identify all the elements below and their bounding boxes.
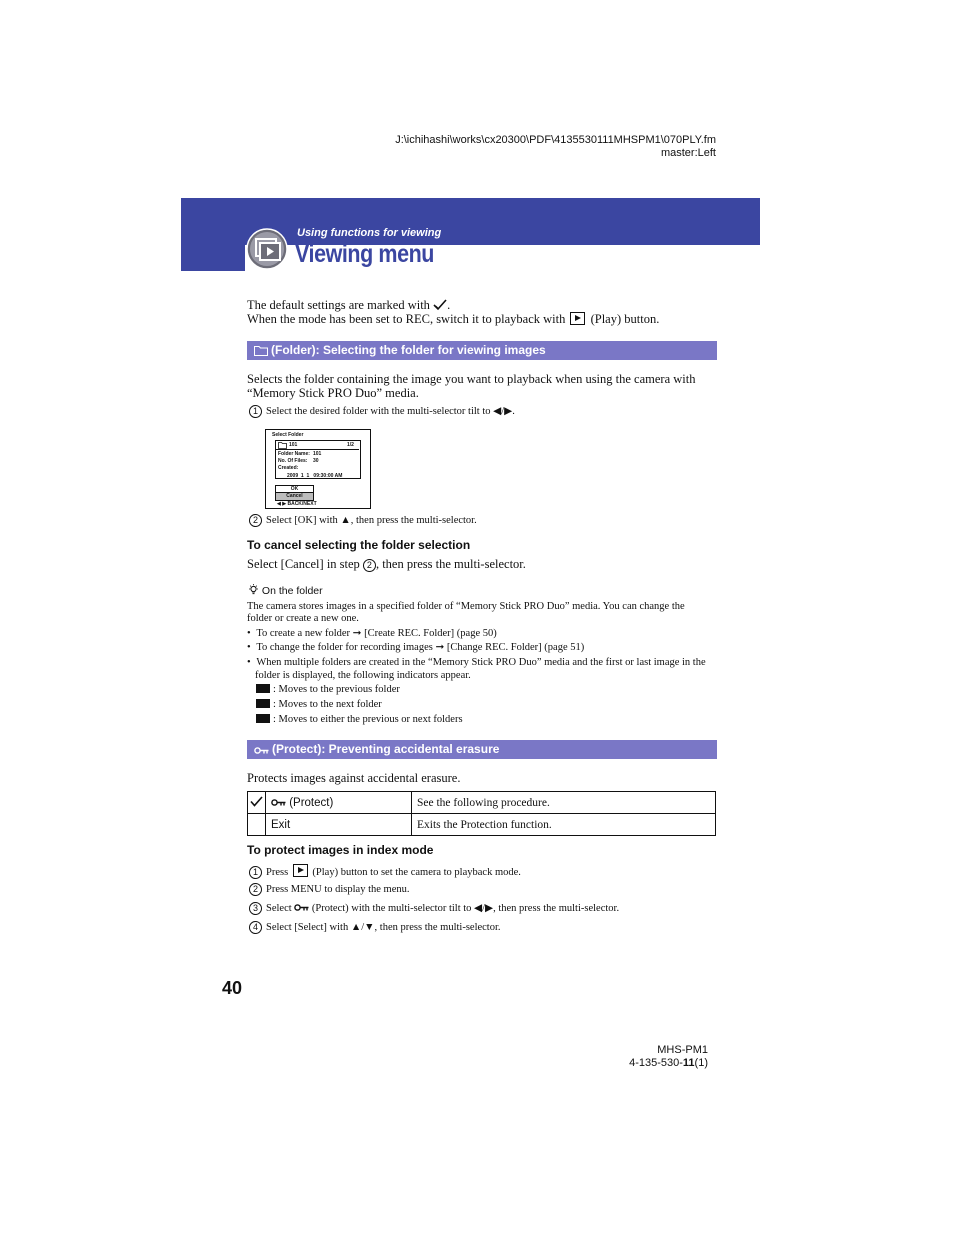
master-label: master:Left <box>660 147 716 159</box>
hint-lightbulb-icon <box>248 584 259 596</box>
tip-bullet-3: • When multiple folders are created in the “Memory Stick PRO Duo” media and the first or last image in the <box>247 657 706 668</box>
screen-created-value: 2009 1 1 09:30:00 AM <box>287 473 343 479</box>
select-folder-screen <box>265 429 371 509</box>
previous-folder-icon <box>256 684 270 693</box>
default-check-icon <box>250 796 263 807</box>
protect-key-icon <box>294 903 309 912</box>
default-mark-cell <box>248 814 266 836</box>
step-number: 2 <box>249 883 262 896</box>
protect-key-icon <box>271 798 286 807</box>
intro-line-1: The default settings are marked with . <box>247 298 451 312</box>
file-path: J:\ichihashi\works\cx20300\PDF\4135530111MHSPM1\070PLY.fm <box>395 134 716 146</box>
step-number: 1 <box>249 866 262 879</box>
screen-files-label: No. Of Files: <box>278 458 308 464</box>
screen-folder-name-label: Folder Name: <box>278 451 310 457</box>
model-name: MHS-PM1 <box>657 1044 708 1056</box>
tip-bullet-1: • To create a new folder ➞ [Create REC. Folder] (page 50) <box>247 628 497 639</box>
step-number: 1 <box>249 405 262 418</box>
tip-title: On the folder <box>248 584 323 597</box>
protect-desc: Protects images against accidental erasure. <box>247 771 461 785</box>
folder-step-2: 2 Select [OK] with ▲, then press the multi-selector. <box>249 514 477 527</box>
default-mark-cell <box>248 792 266 814</box>
screen-nav-hint: ◀ ▶ BACK/NEXT <box>277 501 317 507</box>
indicator-both: : Moves to either the previous or next folders <box>256 713 463 726</box>
screen-created-label: Created: <box>278 465 299 471</box>
tip-bullet-3-cont: folder is displayed, the following indicators appear. <box>255 670 471 681</box>
document-code: 4-135-530-11(1) <box>629 1057 708 1069</box>
footer-code <box>629 1044 708 1070</box>
screen-folder-name-value: 101 <box>313 451 322 457</box>
protect-step-2: 2 Press MENU to display the menu. <box>249 883 410 896</box>
table-row <box>248 814 716 836</box>
protect-step-1: 1 Press (Play) button to set the camera to playback mode. <box>249 864 521 879</box>
screen-cancel-button: Cancel <box>275 492 314 501</box>
chapter-kicker: Using functions for viewing <box>297 227 442 239</box>
previous-next-folder-icon <box>256 714 270 723</box>
folder-section-bar: (Folder): Selecting the folder for viewing images <box>247 341 717 360</box>
play-button-icon <box>570 312 585 325</box>
play-button-icon <box>293 864 308 877</box>
screen-ok-button: OK <box>275 485 314 494</box>
protect-step-3: 3 Select (Protect) with the multi-selector tilt to ◀/▶, then press the multi-selector. <box>249 902 619 915</box>
intro-line-2: When the mode has been set to REC, switch it to playback with (Play) button. <box>247 312 660 326</box>
protect-options-table <box>247 791 716 836</box>
protect-step-4: 4 Select [Select] with ▲/▼, then press the multi-selector. <box>249 921 501 934</box>
tip-line-2: folder or create a new one. <box>247 613 359 624</box>
default-check-icon <box>433 299 447 311</box>
step-number: 2 <box>363 559 376 572</box>
folder-icon <box>254 345 268 356</box>
indicator-previous: : Moves to the previous folder <box>256 683 400 696</box>
protect-section-bar: (Protect): Preventing accidental erasure <box>247 740 717 759</box>
next-folder-icon <box>256 699 270 708</box>
folder-step-1: 1 Select the desired folder with the multi-selector tilt to ◀/▶. <box>249 405 515 418</box>
description-cell: Exits the Protection function. <box>412 814 716 836</box>
indicator-next: : Moves to the next folder <box>256 698 382 711</box>
table-row <box>248 792 716 814</box>
screen-folder-icon <box>278 442 287 449</box>
screen-files-value: 30 <box>313 458 319 464</box>
step-number: 3 <box>249 902 262 915</box>
page-number: 40 <box>222 978 243 998</box>
file-path-header <box>395 134 716 160</box>
tip-line-1: The camera stores images in a specified folder of “Memory Stick PRO Duo” media. You can change the <box>247 601 685 612</box>
screen-folder-number: 101 <box>289 442 298 448</box>
option-cell: (Protect) <box>266 792 412 814</box>
protect-key-icon <box>254 746 269 755</box>
chapter-banner-tab <box>181 245 245 271</box>
cancel-text: Select [Cancel] in step 2 , then press the multi-selector. <box>247 557 526 571</box>
index-mode-heading: To protect images in index mode <box>247 843 434 857</box>
option-cell: Exit <box>266 814 412 836</box>
cancel-heading: To cancel selecting the folder selection <box>247 538 471 552</box>
tip-bullet-2: • To change the folder for recording images ➞ [Change REC. Folder] (page 51) <box>247 642 585 653</box>
screen-divider <box>276 449 359 450</box>
step-number: 4 <box>249 921 262 934</box>
folder-desc-2: “Memory Stick PRO Duo” media. <box>247 386 419 400</box>
screen-title: Select Folder <box>272 432 304 438</box>
folder-desc-1: Selects the folder containing the image you want to playback when using the camera with <box>247 372 696 386</box>
playback-menu-icon <box>246 228 288 270</box>
description-cell: See the following procedure. <box>412 792 716 814</box>
step-number: 2 <box>249 514 262 527</box>
page-title: Viewing menu <box>295 240 435 268</box>
screen-page: 1/2 <box>347 442 354 448</box>
